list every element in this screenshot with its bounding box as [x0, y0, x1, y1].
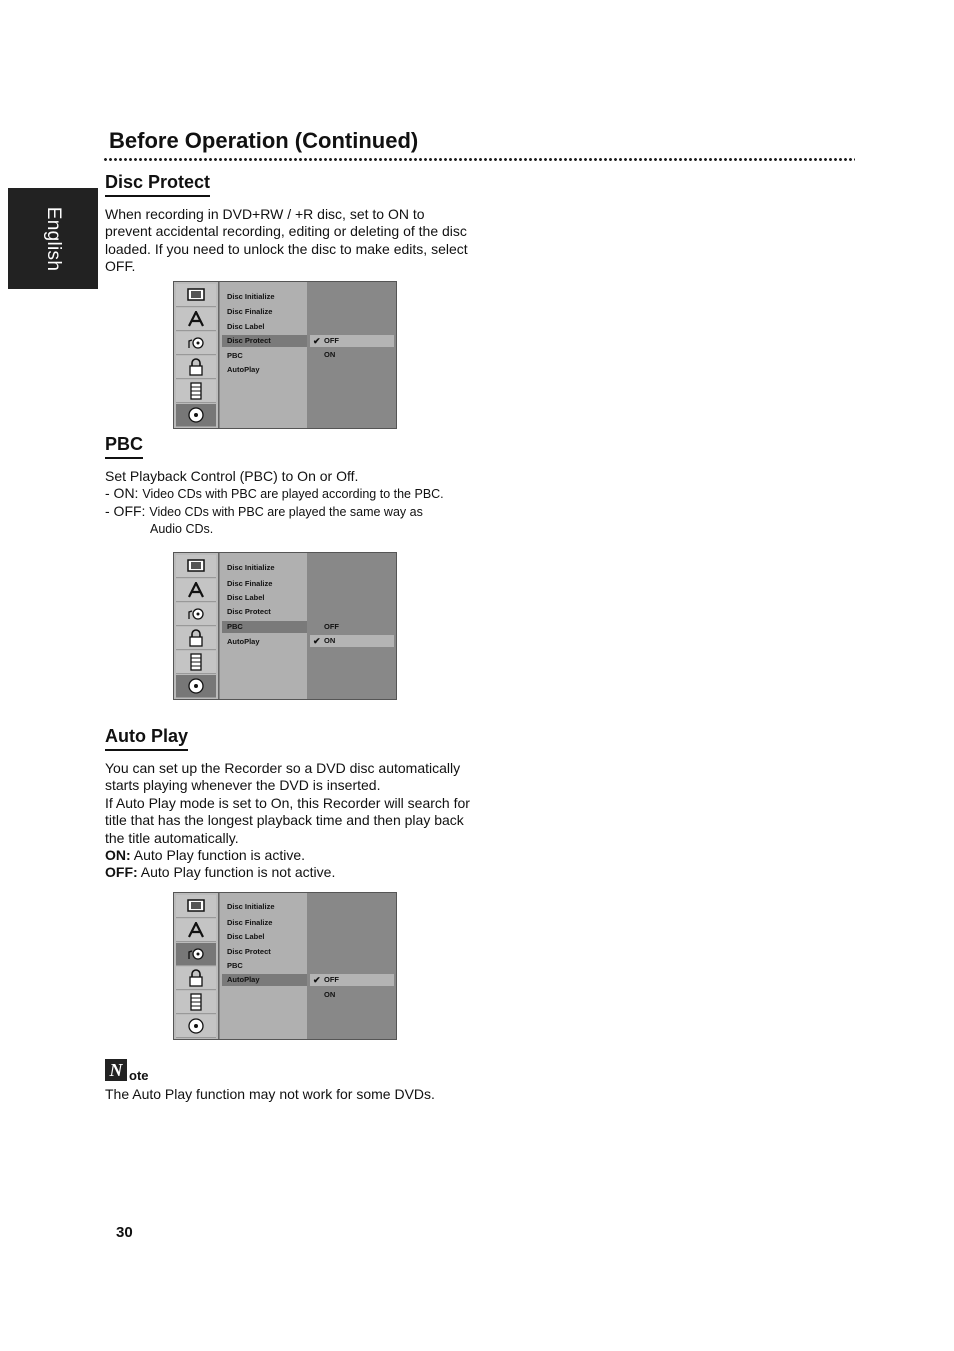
menu-items-column	[220, 893, 307, 1039]
menu-option-on	[310, 349, 394, 361]
lock-icon	[176, 356, 216, 379]
menu-icon-column	[174, 553, 219, 699]
auto-play-off-text: Auto Play function is not active.	[140, 864, 336, 880]
pbc-off-text-cont: Audio CDs.	[150, 522, 214, 536]
menu-item-autoplay: AutoPlay	[227, 365, 260, 374]
menu-item-disc-label: Disc Label	[227, 322, 265, 331]
menu-item-pbc: PBC	[227, 961, 243, 970]
auto-play-text-2: If Auto Play mode is set to On, this Recorder will search for title that has the longest playback time and then play back the title automatically.	[105, 795, 470, 846]
lock-icon	[176, 627, 216, 650]
auto-play-on-text: Auto Play function is active.	[133, 847, 305, 863]
menu-item-autoplay: AutoPlay	[222, 974, 307, 986]
menu-option-on-label: ON	[324, 636, 336, 645]
menu-item-disc-initialize: Disc Initialize	[227, 292, 275, 301]
film-icon	[176, 991, 216, 1014]
font-icon	[176, 919, 216, 942]
menu-item-disc-protect: Disc Protect	[222, 335, 307, 347]
menu-icon-column	[174, 893, 219, 1039]
menu-option-off-label: OFF	[324, 336, 339, 345]
check-icon: ✔	[313, 636, 321, 646]
menu-option-on-label: ON	[324, 990, 336, 999]
audio-disc-icon	[176, 332, 216, 355]
menu-item-pbc: PBC	[227, 351, 243, 360]
disc-protect-heading: Disc Protect	[105, 172, 210, 197]
audio-disc-icon	[176, 943, 216, 966]
pbc-off-line	[105, 503, 505, 521]
auto-play-on-line	[105, 847, 470, 864]
language-tab-label: English	[43, 206, 64, 271]
auto-play-off-line	[105, 864, 470, 881]
pbc-on-label: - ON:	[105, 485, 139, 501]
menu-item-disc-initialize: Disc Initialize	[227, 563, 275, 572]
menu-item-disc-label: Disc Label	[227, 593, 265, 602]
menu-options-column	[308, 282, 396, 428]
pbc-on-text: Video CDs with PBC are played according to the PBC.	[142, 487, 444, 501]
menu-option-off	[310, 335, 394, 347]
check-icon: ✔	[313, 336, 321, 346]
menu-item-disc-protect: Disc Protect	[227, 607, 271, 616]
disc-icon	[176, 1015, 216, 1038]
menu-options-column	[308, 893, 396, 1039]
menu-item-disc-initialize: Disc Initialize	[227, 902, 275, 911]
menu-item-disc-finalize: Disc Finalize	[227, 579, 273, 588]
language-tab	[8, 188, 98, 289]
menu-item-disc-finalize: Disc Finalize	[227, 307, 273, 316]
tv-icon	[176, 895, 216, 918]
menu-items-column	[220, 282, 307, 428]
auto-play-menu	[173, 892, 397, 1040]
menu-options-column	[308, 553, 396, 699]
menu-option-off	[310, 621, 394, 633]
menu-item-disc-finalize: Disc Finalize	[227, 918, 273, 927]
auto-play-off-label: OFF:	[105, 864, 138, 880]
pbc-intro: Set Playback Control (PBC) to On or Off.	[105, 468, 359, 484]
lock-icon	[176, 967, 216, 990]
menu-item-autoplay: AutoPlay	[227, 637, 260, 646]
menu-option-off	[310, 974, 394, 986]
auto-play-heading: Auto Play	[105, 726, 188, 751]
menu-item-disc-protect: Disc Protect	[227, 947, 271, 956]
pbc-off-label: - OFF:	[105, 503, 146, 519]
page-number: 30	[116, 1224, 133, 1241]
disc-protect-menu	[173, 281, 397, 429]
dotted-divider	[103, 157, 855, 162]
disc-icon	[176, 404, 216, 427]
pbc-menu	[173, 552, 397, 700]
pbc-on-line	[105, 485, 505, 503]
disc-protect-text: When recording in DVD+RW / +R disc, set to ON to prevent accidental recording, editing or deleting of the disc loaded. If you need to unlock the disc to make edits, select OFF.	[105, 206, 468, 274]
tv-icon	[176, 555, 216, 578]
disc-icon	[176, 675, 216, 698]
menu-option-on-label: ON	[324, 350, 336, 359]
menu-items-column	[220, 553, 307, 699]
menu-option-on	[310, 635, 394, 647]
font-icon	[176, 579, 216, 602]
menu-item-disc-label: Disc Label	[227, 932, 265, 941]
film-icon	[176, 651, 216, 674]
menu-icon-column	[174, 282, 219, 428]
font-icon	[176, 308, 216, 331]
film-icon	[176, 380, 216, 403]
note-text: The Auto Play function may not work for some DVDs.	[105, 1086, 435, 1102]
check-icon: ✔	[313, 975, 321, 985]
menu-option-off-label: OFF	[324, 622, 339, 631]
tv-icon	[176, 284, 216, 307]
menu-option-on	[310, 989, 394, 1001]
menu-item-pbc: PBC	[222, 621, 307, 633]
audio-disc-icon	[176, 603, 216, 626]
page-title: Before Operation (Continued)	[109, 128, 419, 153]
note-icon: N	[105, 1059, 127, 1081]
auto-play-text-1: You can set up the Recorder so a DVD disc automatically starts playing whenever the DVD is inserted.	[105, 760, 461, 794]
note-label: ote	[129, 1068, 149, 1083]
pbc-off-text: Video CDs with PBC are played the same way as	[149, 505, 423, 519]
auto-play-on-label: ON:	[105, 847, 131, 863]
menu-option-off-label: OFF	[324, 975, 339, 984]
pbc-heading: PBC	[105, 434, 143, 459]
